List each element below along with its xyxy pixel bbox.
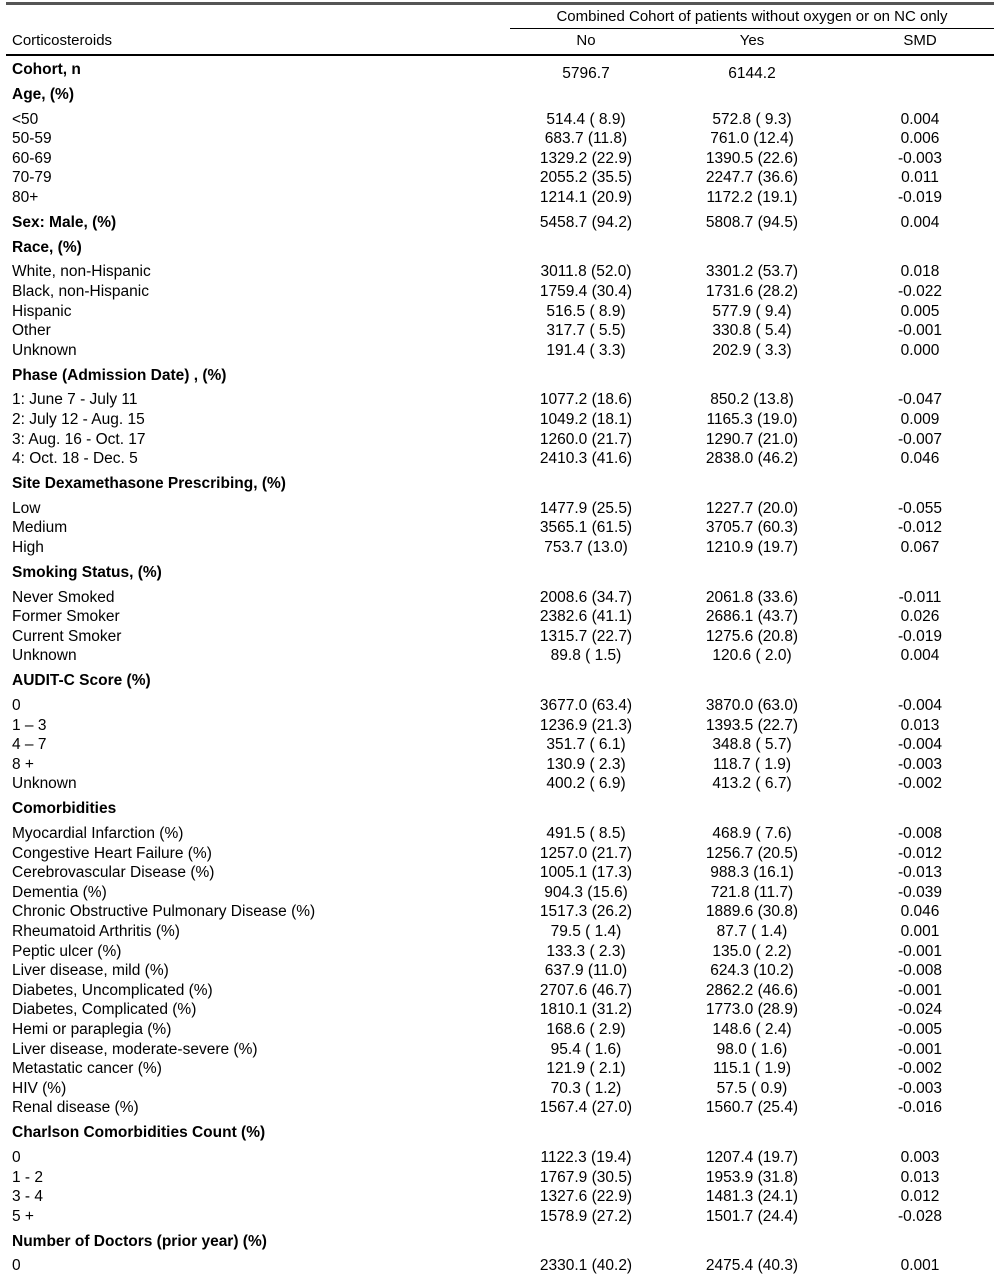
cell-no: 1214.1 (20.9) [539, 189, 633, 206]
row-label: Diabetes, Uncomplicated (%) [12, 982, 213, 999]
cell-smd: -0.012 [898, 845, 942, 862]
table-row [0, 110, 1000, 130]
cell-smd: -0.005 [898, 1021, 942, 1038]
cell-no: 3677.0 (63.4) [539, 697, 633, 714]
cell-yes: 413.2 ( 6.7) [712, 775, 792, 792]
table-row [0, 824, 1000, 844]
cell-no: 904.3 (15.6) [544, 884, 628, 901]
row-label: 1 – 3 [12, 717, 47, 734]
table-row [0, 188, 1000, 208]
row-label: 80+ [12, 189, 39, 206]
row-label: Hemi or paraplegia (%) [12, 1021, 172, 1038]
section-label: Race, (%) [12, 239, 82, 256]
table-row [0, 1000, 1000, 1020]
table-row [0, 321, 1000, 341]
cell-yes: 1165.3 (19.0) [706, 411, 798, 428]
cell-no: 1260.0 (21.7) [539, 431, 633, 448]
table-row [0, 390, 1000, 410]
cell-no: 2382.6 (41.1) [539, 608, 633, 625]
row-label: Unknown [12, 775, 77, 792]
cell-no: 516.5 ( 8.9) [546, 303, 626, 320]
row-label: <50 [12, 111, 39, 128]
row-label: Unknown [12, 647, 77, 664]
table-row [0, 302, 1000, 322]
section-label: Age, (%) [12, 86, 74, 103]
cell-yes: 115.1 ( 1.9) [712, 1060, 792, 1077]
table-row [0, 942, 1000, 962]
table-row [0, 449, 1000, 469]
cell-yes: 988.3 (16.1) [710, 864, 794, 881]
cell-no: 2707.6 (46.7) [539, 982, 633, 999]
cell-no: 5458.7 (94.2) [539, 214, 633, 231]
cell-yes: 624.3 (10.2) [710, 962, 794, 979]
cell-smd: 0.009 [900, 411, 940, 428]
cell-smd: -0.008 [898, 825, 942, 842]
cell-smd: 0.004 [900, 647, 940, 664]
table-row [0, 774, 1000, 794]
row-label: HIV (%) [12, 1080, 67, 1097]
section-row [0, 671, 1000, 691]
cell-yes: 1207.4 (19.7) [705, 1149, 799, 1166]
cell-yes: 98.0 ( 1.6) [716, 1041, 788, 1058]
cell-smd: 0.005 [900, 303, 940, 320]
table-row [0, 588, 1000, 608]
cell-no: 1077.2 (18.6) [539, 391, 633, 408]
cell-yes: 1390.5 (22.6) [705, 150, 799, 167]
cell-yes: 2838.0 (46.2) [705, 450, 799, 467]
cell-yes: 1481.3 (24.1) [705, 1188, 799, 1205]
cell-yes: 5808.7 (94.5) [705, 214, 799, 231]
row-label: 4: Oct. 18 - Dec. 5 [12, 450, 138, 467]
cell-yes: 120.6 ( 2.0) [712, 647, 792, 664]
table-row [0, 863, 1000, 883]
cell-no: 1517.3 (26.2) [539, 903, 633, 920]
cell-smd: -0.008 [898, 962, 942, 979]
cell-smd: -0.007 [898, 431, 942, 448]
cell-yes: 348.8 ( 5.7) [712, 736, 792, 753]
cell-yes: 2475.4 (40.3) [705, 1257, 799, 1274]
cell-smd: -0.003 [898, 1080, 942, 1097]
cell-no: 491.5 ( 8.5) [546, 825, 626, 842]
table-row [0, 518, 1000, 538]
cell-smd: -0.012 [898, 519, 942, 536]
cell-no: 1329.2 (22.9) [539, 150, 633, 167]
section-row [0, 474, 1000, 494]
cell-yes: 1290.7 (21.0) [705, 431, 799, 448]
cell-yes: 1953.9 (31.8) [705, 1169, 799, 1186]
cell-smd: -0.004 [898, 736, 942, 753]
cell-smd: -0.001 [898, 982, 942, 999]
cell-yes: 572.8 ( 9.3) [712, 111, 792, 128]
cell-no: 1567.4 (27.0) [539, 1099, 633, 1116]
cell-smd: 0.018 [900, 263, 940, 280]
table-row [0, 1079, 1000, 1099]
row-header-label: Corticosteroids [12, 32, 113, 49]
cell-no: 191.4 ( 3.3) [546, 342, 626, 359]
cell-smd: -0.039 [898, 884, 942, 901]
section-label: Comorbidities [12, 800, 117, 817]
cell-no: 3565.1 (61.5) [539, 519, 633, 536]
section-row [0, 563, 1000, 583]
row-label: 8 + [12, 756, 34, 773]
section-row [0, 1123, 1000, 1143]
cell-no: 1005.1 (17.3) [539, 864, 633, 881]
cell-yes: 850.2 (13.8) [710, 391, 794, 408]
column-group-header: Combined Cohort of patients without oxygen or on NC only [556, 8, 948, 25]
cell-smd: 0.011 [901, 169, 939, 186]
cell-yes: 761.0 (12.4) [710, 130, 794, 147]
section-row [0, 366, 1000, 386]
cell-yes: 2247.7 (36.6) [705, 169, 799, 186]
cell-no: 1767.9 (30.5) [539, 1169, 633, 1186]
row-label: Metastatic cancer (%) [12, 1060, 162, 1077]
cell-smd: 0.046 [900, 450, 940, 467]
cell-no: 1315.7 (22.7) [539, 628, 633, 645]
cell-yes: 1560.7 (25.4) [705, 1099, 799, 1116]
cell-no: 637.9 (11.0) [544, 962, 628, 979]
section-label: Number of Doctors (prior year) (%) [12, 1233, 267, 1250]
cell-no: 351.7 ( 6.1) [546, 736, 626, 753]
row-label: 5 + [12, 1208, 34, 1225]
cell-no: 1257.0 (21.7) [539, 845, 633, 862]
cell-no: 1122.3 (19.4) [540, 1149, 632, 1166]
cell-yes: 330.8 ( 5.4) [712, 322, 792, 339]
cell-smd: -0.047 [898, 391, 942, 408]
table-row [0, 1148, 1000, 1168]
table-row [0, 735, 1000, 755]
cell-smd: -0.024 [898, 1001, 942, 1018]
section-label: Site Dexamethasone Prescribing, (%) [12, 475, 286, 492]
cell-yes: 87.7 ( 1.4) [716, 923, 788, 940]
section-label: AUDIT-C Score (%) [12, 672, 151, 689]
cell-yes: 721.8 (11.7) [710, 884, 794, 901]
cell-no: 133.3 ( 2.3) [546, 943, 626, 960]
cell-yes: 1227.7 (20.0) [705, 500, 799, 517]
table-row [0, 755, 1000, 775]
column-header-no: No [576, 32, 596, 49]
table-row [0, 627, 1000, 647]
cell-smd: 0.013 [900, 717, 940, 734]
table-row [0, 607, 1000, 627]
cell-no: 2410.3 (41.6) [539, 450, 633, 467]
table-row [0, 716, 1000, 736]
cell-no: 3011.8 (52.0) [540, 263, 632, 280]
cell-yes: 1889.6 (30.8) [705, 903, 799, 920]
cell-yes: 202.9 ( 3.3) [712, 342, 792, 359]
row-label: 60-69 [12, 150, 52, 167]
row-label: Rheumatoid Arthritis (%) [12, 923, 180, 940]
cell-smd: -0.003 [898, 756, 942, 773]
row-label: 0 [12, 1149, 21, 1166]
row-label: 3 - 4 [12, 1188, 44, 1205]
table-row [0, 282, 1000, 302]
cell-yes: 1501.7 (24.4) [705, 1208, 799, 1225]
cell-smd: -0.019 [898, 189, 942, 206]
cell-yes: 6144.2 [728, 65, 776, 82]
cell-smd: 0.067 [900, 539, 940, 556]
cell-no: 753.7 (13.0) [544, 539, 628, 556]
table-row [0, 129, 1000, 149]
section-label: Phase (Admission Date) , (%) [12, 367, 227, 384]
cell-no: 1578.9 (27.2) [539, 1208, 633, 1225]
row-label: Other [12, 322, 51, 339]
cell-no: 95.4 ( 1.6) [550, 1041, 622, 1058]
cell-smd: 0.006 [900, 130, 940, 147]
cell-no: 1810.1 (31.2) [539, 1001, 633, 1018]
section-label: Sex: Male, (%) [12, 214, 117, 231]
row-label: 1: June 7 - July 11 [12, 391, 138, 408]
cell-smd: -0.001 [898, 1041, 942, 1058]
cell-smd: -0.003 [898, 150, 942, 167]
cell-no: 79.5 ( 1.4) [550, 923, 622, 940]
row-label: 70-79 [12, 169, 52, 186]
cell-smd: -0.002 [898, 775, 942, 792]
section-row [0, 799, 1000, 819]
row-label: Current Smoker [12, 628, 122, 645]
table-row [0, 262, 1000, 282]
cell-no: 89.8 ( 1.5) [550, 647, 622, 664]
cell-smd: 0.003 [900, 1149, 940, 1166]
row-label: Renal disease (%) [12, 1099, 139, 1116]
column-header-yes: Yes [739, 32, 765, 49]
table-row [0, 430, 1000, 450]
cell-yes: 2862.2 (46.6) [705, 982, 799, 999]
row-label: Cerebrovascular Disease (%) [12, 864, 215, 881]
cell-smd: 0.000 [900, 342, 940, 359]
cell-no: 2330.1 (40.2) [539, 1257, 633, 1274]
row-label: Former Smoker [12, 608, 120, 625]
table-row [0, 1059, 1000, 1079]
row-label: Unknown [12, 342, 77, 359]
row-label: Black, non-Hispanic [12, 283, 149, 300]
cell-yes: 3705.7 (60.3) [705, 519, 799, 536]
cell-no: 70.3 ( 1.2) [550, 1080, 622, 1097]
table-row [0, 646, 1000, 666]
table-row [0, 341, 1000, 361]
cell-yes: 1773.0 (28.9) [705, 1001, 799, 1018]
cell-no: 121.9 ( 2.1) [546, 1060, 626, 1077]
row-label: Peptic ulcer (%) [12, 943, 122, 960]
cell-smd: -0.028 [898, 1208, 942, 1225]
cell-no: 514.4 ( 8.9) [546, 111, 626, 128]
cell-smd: -0.002 [898, 1060, 942, 1077]
cell-smd: -0.019 [898, 628, 942, 645]
cell-smd: 0.004 [900, 214, 940, 231]
row-label: 3: Aug. 16 - Oct. 17 [12, 431, 146, 448]
cell-yes: 1172.2 (19.1) [706, 189, 798, 206]
table-row [0, 883, 1000, 903]
cell-yes: 3870.0 (63.0) [705, 697, 799, 714]
table-row [0, 1020, 1000, 1040]
cell-smd: -0.004 [898, 697, 942, 714]
cell-no: 168.6 ( 2.9) [546, 1021, 626, 1038]
column-header-smd: SMD [903, 32, 937, 49]
row-label: 0 [12, 697, 21, 714]
cell-yes: 148.6 ( 2.4) [712, 1021, 792, 1038]
cell-smd: 0.046 [900, 903, 940, 920]
row-label: Liver disease, moderate-severe (%) [12, 1041, 258, 1058]
cell-yes: 1210.9 (19.7) [705, 539, 799, 556]
cell-yes: 135.0 ( 2.2) [712, 943, 792, 960]
cell-no: 1236.9 (21.3) [539, 717, 633, 734]
cell-smd: 0.001 [900, 923, 940, 940]
table-row [0, 1098, 1000, 1118]
cell-no: 2055.2 (35.5) [539, 169, 633, 186]
cell-no: 130.9 ( 2.3) [546, 756, 626, 773]
cell-no: 1327.6 (22.9) [539, 1188, 633, 1205]
cell-smd: -0.011 [898, 589, 942, 606]
cell-smd: -0.001 [898, 943, 942, 960]
cell-yes: 1275.6 (20.8) [705, 628, 799, 645]
row-label: Never Smoked [12, 589, 115, 606]
cell-no: 1049.2 (18.1) [539, 411, 633, 428]
row-label: 50-59 [12, 130, 52, 147]
row-label: 1 - 2 [12, 1169, 44, 1186]
cell-yes: 1393.5 (22.7) [705, 717, 799, 734]
section-label: Smoking Status, (%) [12, 564, 162, 581]
cell-no: 1759.4 (30.4) [539, 283, 633, 300]
table-row [0, 902, 1000, 922]
table-row [0, 1168, 1000, 1188]
cell-smd: -0.055 [898, 500, 942, 517]
section-row [0, 213, 1000, 233]
cell-no: 2008.6 (34.7) [539, 589, 633, 606]
cell-smd: 0.026 [900, 608, 940, 625]
cell-no: 400.2 ( 6.9) [546, 775, 626, 792]
table-row [0, 922, 1000, 942]
cell-no: 317.7 ( 5.5) [546, 322, 626, 339]
cell-yes: 118.7 ( 1.9) [712, 756, 792, 773]
table-row [0, 696, 1000, 716]
table-row [0, 981, 1000, 1001]
row-label: High [12, 539, 44, 556]
table-row [0, 538, 1000, 558]
section-row [0, 238, 1000, 258]
table-row [0, 168, 1000, 188]
cell-yes: 2061.8 (33.6) [705, 589, 799, 606]
row-label: Dementia (%) [12, 884, 107, 901]
row-label: 2: July 12 - Aug. 15 [12, 411, 145, 428]
cell-smd: -0.022 [898, 283, 942, 300]
row-label: Hispanic [12, 303, 72, 320]
table-row [0, 961, 1000, 981]
table-row [0, 410, 1000, 430]
row-label: Liver disease, mild (%) [12, 962, 169, 979]
table-row [0, 149, 1000, 169]
cell-smd: 0.013 [900, 1169, 940, 1186]
row-label: Myocardial Infarction (%) [12, 825, 184, 842]
table-row [0, 844, 1000, 864]
cell-smd: -0.016 [898, 1099, 942, 1116]
row-label: Diabetes, Complicated (%) [12, 1001, 197, 1018]
cell-yes: 468.9 ( 7.6) [712, 825, 792, 842]
section-row [0, 1232, 1000, 1252]
cell-smd: -0.001 [898, 322, 942, 339]
row-label: Medium [12, 519, 68, 536]
cell-yes: 3301.2 (53.7) [705, 263, 799, 280]
table-row [0, 1040, 1000, 1060]
section-label: Charlson Comorbidities Count (%) [12, 1124, 266, 1141]
table-row [0, 499, 1000, 519]
row-label: 0 [12, 1257, 21, 1274]
row-label: 4 – 7 [12, 736, 47, 753]
cell-no: 5796.7 [562, 65, 610, 82]
cell-yes: 2686.1 (43.7) [705, 608, 799, 625]
row-label: Chronic Obstructive Pulmonary Disease (%) [12, 903, 316, 920]
cell-no: 683.7 (11.8) [544, 130, 628, 147]
cell-yes: 1731.6 (28.2) [705, 283, 799, 300]
row-label: Congestive Heart Failure (%) [12, 845, 212, 862]
cell-smd: 0.004 [900, 111, 940, 128]
cell-yes: 577.9 ( 9.4) [712, 303, 792, 320]
section-row [0, 60, 1000, 80]
table-row [0, 1256, 1000, 1276]
section-row [0, 85, 1000, 105]
cell-yes: 1256.7 (20.5) [705, 845, 799, 862]
cell-no: 1477.9 (25.5) [539, 500, 633, 517]
cell-smd: 0.012 [900, 1188, 940, 1205]
cell-smd: 0.001 [900, 1257, 940, 1274]
section-label: Cohort, n [12, 61, 81, 78]
table-row [0, 1207, 1000, 1227]
row-label: White, non-Hispanic [12, 263, 151, 280]
cell-smd: -0.013 [898, 864, 942, 881]
cell-yes: 57.5 ( 0.9) [716, 1080, 788, 1097]
table-row [0, 1187, 1000, 1207]
row-label: Low [12, 500, 41, 517]
